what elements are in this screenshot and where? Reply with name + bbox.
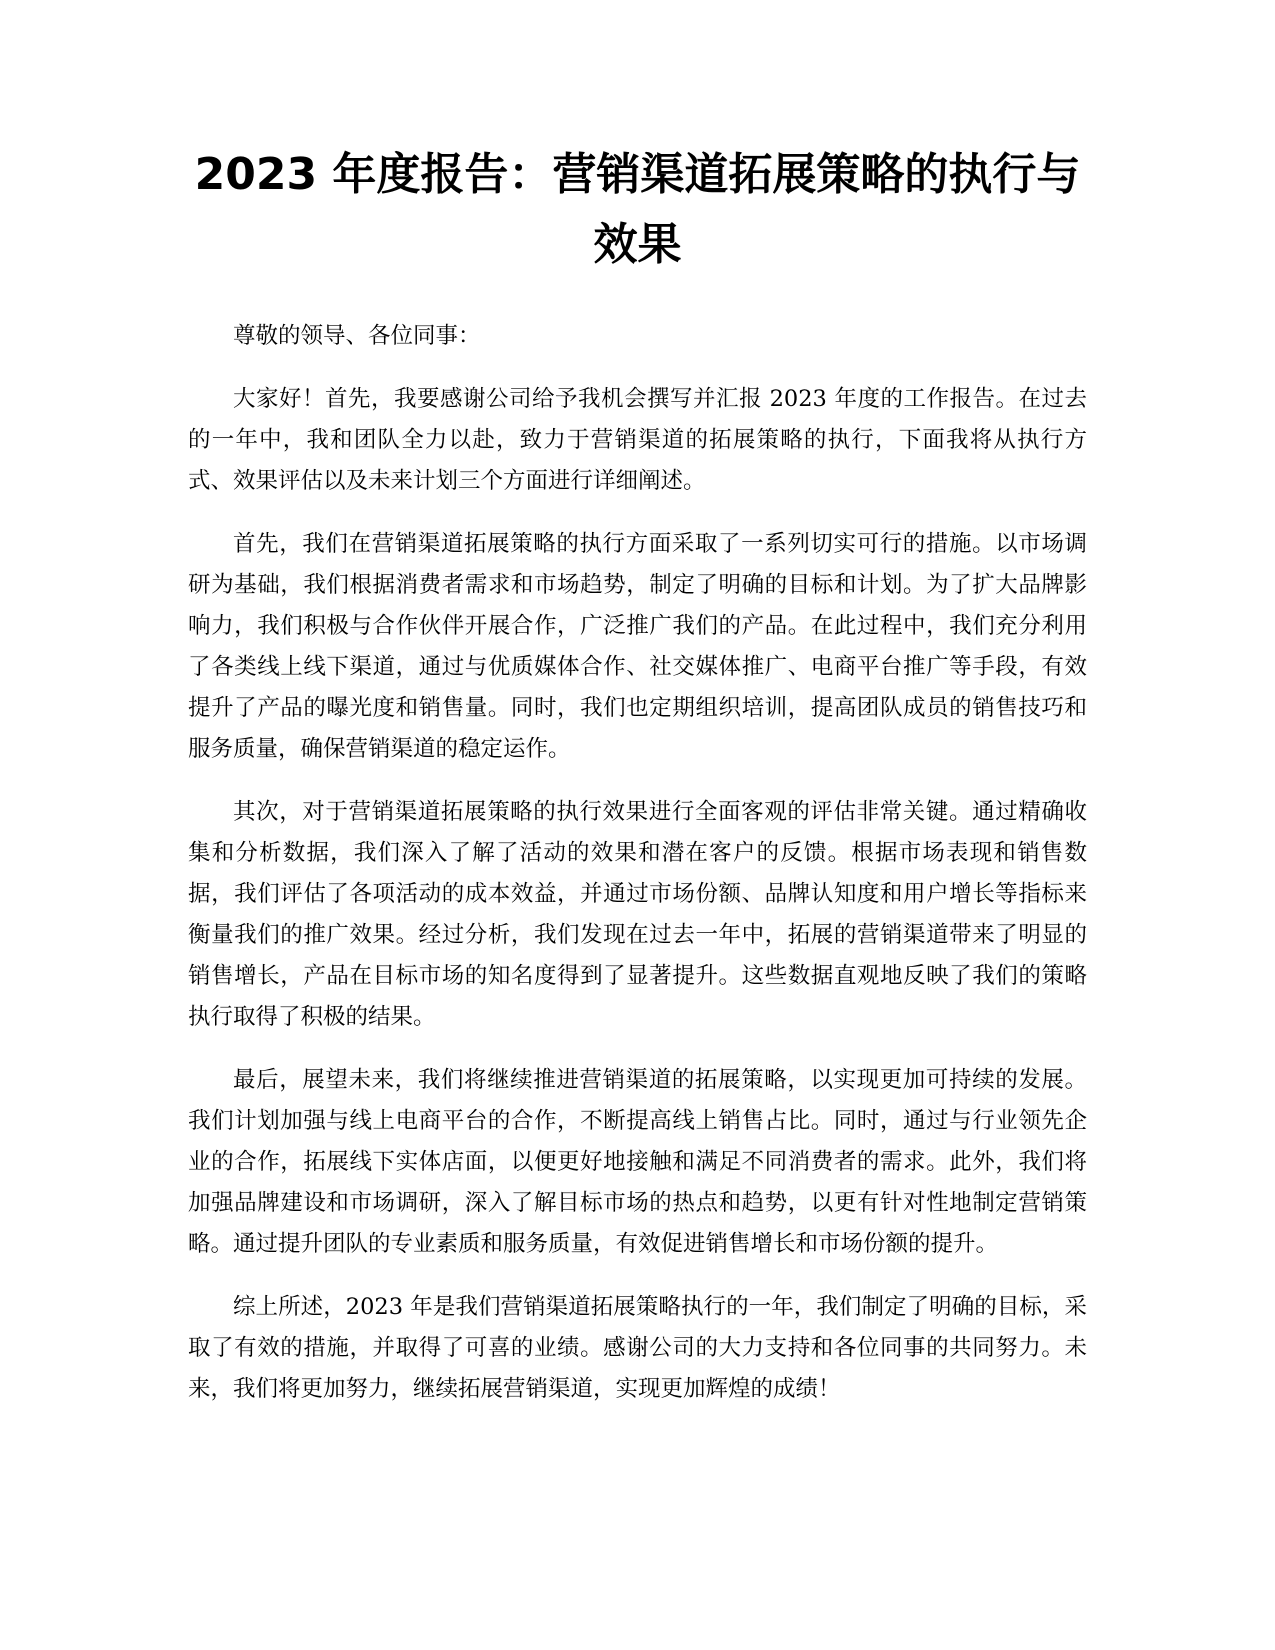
paragraph-evaluation: 其次，对于营销渠道拓展策略的执行效果进行全面客观的评估非常关键。通过精确收集和分析数据，我们深入了解了活动的效果和潜在客户的反馈。根据市场表现和销售数据，我们评估了各项活动的成本效益，并通过市场份额、品牌认知度和用户增长等指标来衡量我们的推广效果。经过分析，我们发现在过去一年中，拓展的营销渠道带来了明显的销售增长，产品在目标市场的知名度得到了显著提升。这些数据直观地反映了我们的策略执行取得了积极的结果。 [188,799,1087,1030]
paragraph-execution: 首先，我们在营销渠道拓展策略的执行方面采取了一系列切实可行的措施。以市场调研为基础，我们根据消费者需求和市场趋势，制定了明确的目标和计划。为了扩大品牌影响力，我们积极与合作伙伴开展合作，广泛推广我们的产品。在此过程中，我们充分利用了各类线上线下渠道，通过与优质媒体合作、社交媒体推广、电商平台推广等手段，有效提升了产品的曝光度和销售量。同时，我们也定期组织培训，提高团队成员的销售技巧和服务质量，确保营销渠道的稳定运作。 [188,531,1087,762]
paragraph-conclusion: 综上所述，2023 年是我们营销渠道拓展策略执行的一年，我们制定了明确的目标，采取了有效的措施，并取得了可喜的业绩。感谢公司的大力支持和各位同事的共同努力。未来，我们将更加努力，继续拓展营销渠道，实现更加辉煌的成绩！ [188,1294,1087,1402]
document-title: 2023 年度报告：营销渠道拓展策略的执行与效果 [194,149,1081,270]
salutation: 尊敬的领导、各位同事： [233,323,481,349]
paragraph-intro: 大家好！首先，我要感谢公司给予我机会撰写并汇报 2023 年度的工作报告。在过去的一年中，我和团队全力以赴，致力于营销渠道的拓展策略的执行，下面我将从执行方式、效果评估以及未来计划三个方面进行详细阐述。 [188,386,1087,494]
paragraph-future-plan: 最后，展望未来，我们将继续推进营销渠道的拓展策略，以实现更加可持续的发展。我们计划加强与线上电商平台的合作，不断提高线上销售占比。同时，通过与行业领先企业的合作，拓展线下实体店面，以便更好地接触和满足不同消费者的需求。此外，我们将加强品牌建设和市场调研，深入了解目标市场的热点和趋势，以更有针对性地制定营销策略。通过提升团队的专业素质和服务质量，有效促进销售增长和市场份额的提升。 [188,1067,1087,1257]
document-body [188,316,1087,1410]
